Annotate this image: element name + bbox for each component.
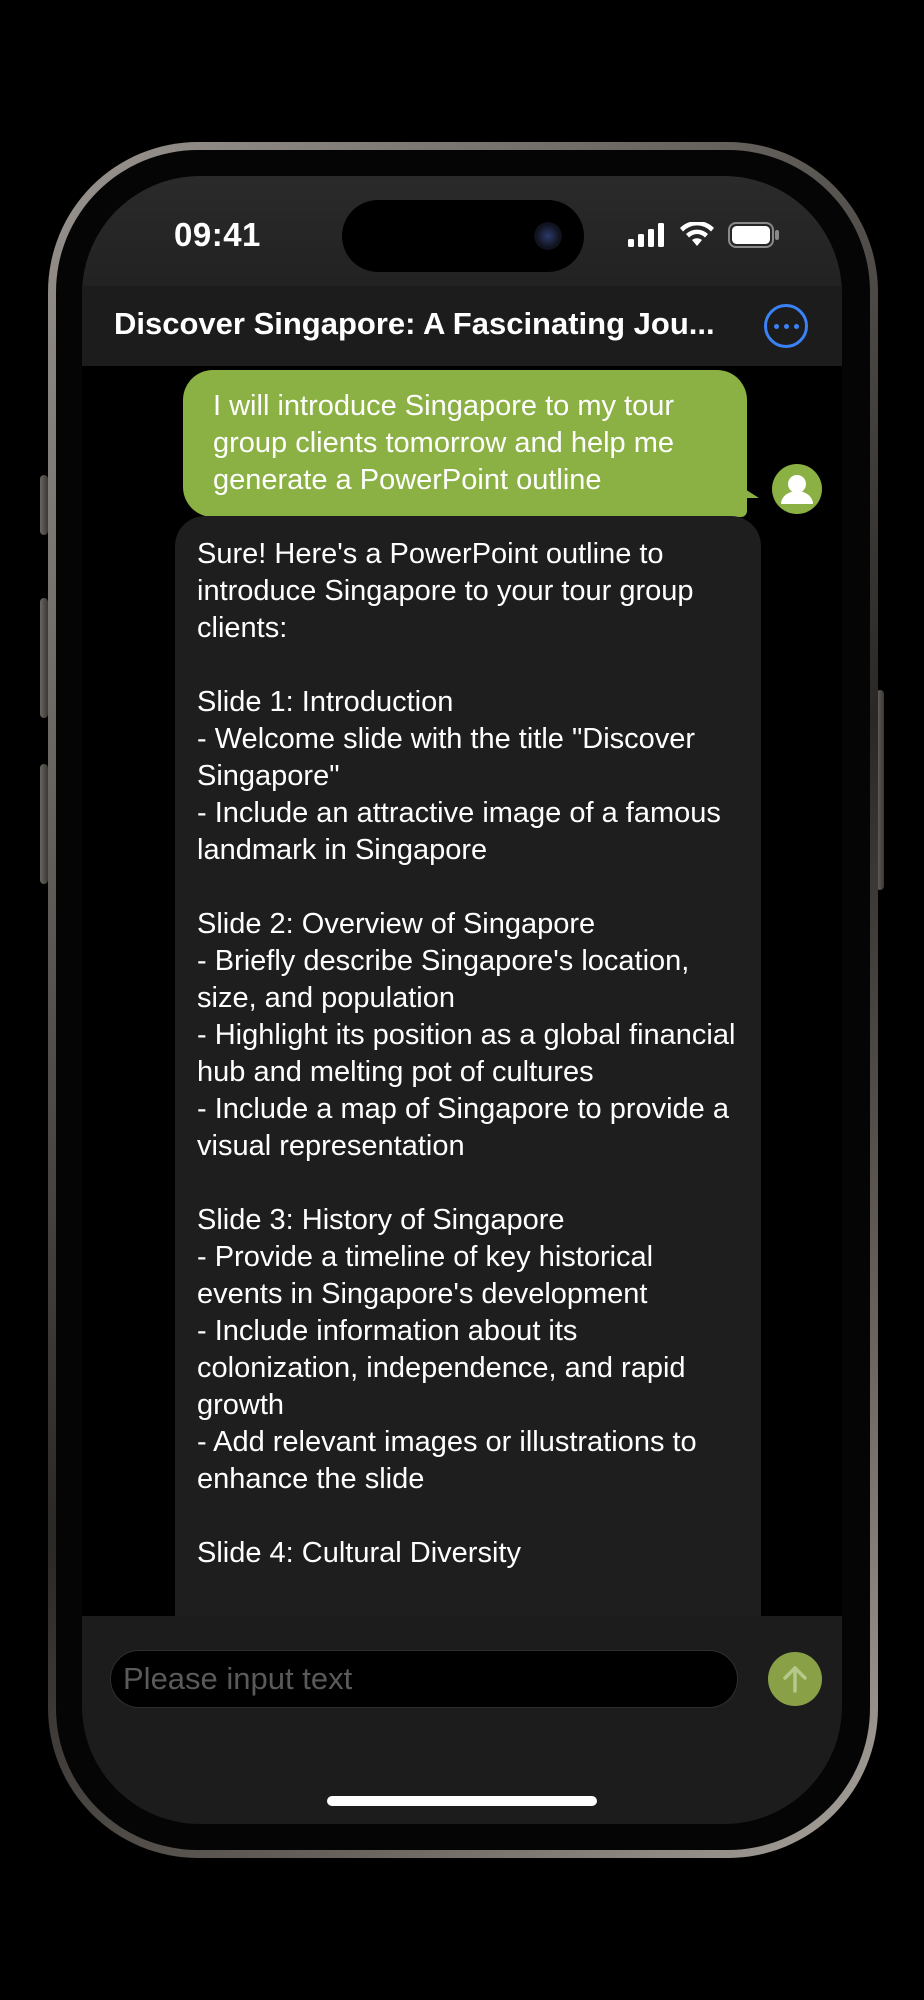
message-line: - Include an attractive image of a famous landmark in Singapore — [197, 797, 729, 866]
composer-bar — [82, 1616, 842, 1824]
message-line — [197, 647, 739, 684]
chat-thread[interactable] — [82, 366, 842, 1616]
message-line — [197, 1498, 739, 1535]
battery-icon — [728, 222, 780, 248]
status-icons — [628, 222, 780, 248]
dynamic-island — [342, 200, 584, 272]
message-line — [197, 869, 739, 906]
front-camera — [534, 222, 562, 250]
message-line: - Add relevant images or illustrations to enhance the slide — [197, 1426, 705, 1495]
message-line — [197, 1165, 739, 1202]
message-line: - Include a map of Singapore to provide a visual representation — [197, 1093, 738, 1162]
message-line: Sure! Here's a PowerPoint outline to introduce Singapore to your tour group clients: — [197, 538, 702, 644]
ellipsis-dot — [794, 324, 799, 329]
arrow-up-icon — [781, 1664, 809, 1694]
message-line: Slide 3: History of Singapore — [197, 1204, 565, 1236]
ellipsis-circle-icon — [774, 324, 779, 329]
user-message-bubble: I will introduce Singapore to my tour group clients tomorrow and help me generate a PowerPoint outline — [183, 370, 747, 517]
phone-screen — [82, 176, 842, 1824]
message-input[interactable] — [110, 1650, 738, 1708]
action-button — [40, 475, 48, 535]
message-line: - Highlight its position as a global financial hub and melting pot of cultures — [197, 1019, 744, 1088]
message-line: Slide 4: Cultural Diversity — [197, 1537, 521, 1569]
status-time: 09:41 — [174, 216, 261, 253]
more-options-button[interactable] — [764, 304, 808, 348]
ellipsis-dot — [784, 324, 789, 329]
user-bubble-tail — [737, 484, 759, 498]
message-line: Slide 1: Introduction — [197, 686, 454, 718]
wifi-icon — [680, 222, 714, 248]
assistant-message-bubble — [175, 516, 761, 1616]
home-indicator[interactable] — [327, 1796, 597, 1806]
volume-up-button — [40, 598, 48, 718]
chat-header — [82, 286, 842, 366]
volume-down-button — [40, 764, 48, 884]
message-line: Slide 2: Overview of Singapore — [197, 908, 596, 940]
chat-title: Discover Singapore: A Fascinating Jou... — [114, 306, 715, 341]
user-avatar-icon — [772, 464, 822, 514]
cellular-signal-icon — [628, 223, 666, 247]
message-line: - Provide a timeline of key historical events in Singapore's development — [197, 1241, 662, 1310]
message-line: - Welcome slide with the title "Discover Singapore" — [197, 723, 704, 792]
send-button[interactable] — [768, 1652, 822, 1706]
message-line: - Briefly describe Singapore's location, size, and population — [197, 945, 698, 1014]
message-line: - Include information about its colonization, independence, and rapid growth — [197, 1315, 694, 1421]
